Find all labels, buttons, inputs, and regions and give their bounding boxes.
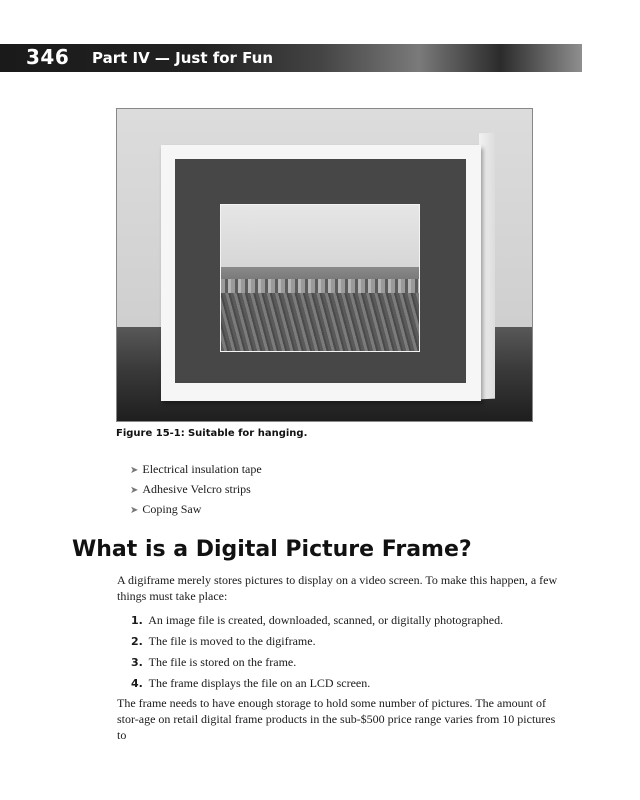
section-heading: What is a Digital Picture Frame? [72, 537, 472, 562]
step-number: 3. [131, 656, 143, 669]
list-item [130, 479, 262, 499]
figure-caption-text: Suitable for hanging. [187, 428, 308, 439]
figure-caption [116, 428, 307, 439]
figure-photograph [116, 108, 533, 422]
frame-side-edge [479, 133, 495, 400]
step-text: The file is moved to the digiframe. [148, 634, 316, 648]
list-item [130, 459, 262, 479]
list-item-text: Electrical insulation tape [142, 462, 262, 476]
figure-label: Figure 15-1: [116, 428, 185, 439]
list-item-text: Coping Saw [142, 502, 202, 516]
step-number: 4. [131, 677, 143, 690]
list-item [130, 499, 262, 519]
picture-frame [161, 145, 481, 401]
running-header [0, 44, 582, 72]
arrow-bullet-icon: ➤ [130, 505, 139, 516]
frame-mat [175, 159, 466, 383]
arrow-bullet-icon: ➤ [130, 465, 139, 476]
closing-paragraph: The frame needs to have enough storage to hold some number of pictures. The amount of stor-age on retail digital frame products in the sub-$500 price range varies from 10 pictures to [117, 696, 556, 742]
list-item [131, 673, 503, 694]
intro-paragraph: A digiframe merely stores pictures to display on a video screen. To make this happen, a few things must take place: [117, 573, 558, 603]
steps-list [131, 610, 503, 694]
landscape-photo [220, 204, 420, 352]
step-number: 1. [131, 614, 143, 627]
step-number: 2. [131, 635, 143, 648]
part-title: Part IV — Just for Fun [92, 49, 274, 67]
page-number: 346 [26, 45, 70, 69]
list-item [131, 652, 503, 673]
step-text: The frame displays the file on an LCD screen. [148, 676, 371, 690]
list-item-text: Adhesive Velcro strips [142, 482, 251, 496]
arrow-bullet-icon: ➤ [130, 485, 139, 496]
list-item [131, 610, 503, 631]
list-item [131, 631, 503, 652]
materials-list [130, 459, 262, 519]
step-text: The file is stored on the frame. [148, 655, 297, 669]
step-text: An image file is created, downloaded, scanned, or digitally photographed. [148, 613, 504, 627]
photo-ground [221, 293, 419, 351]
